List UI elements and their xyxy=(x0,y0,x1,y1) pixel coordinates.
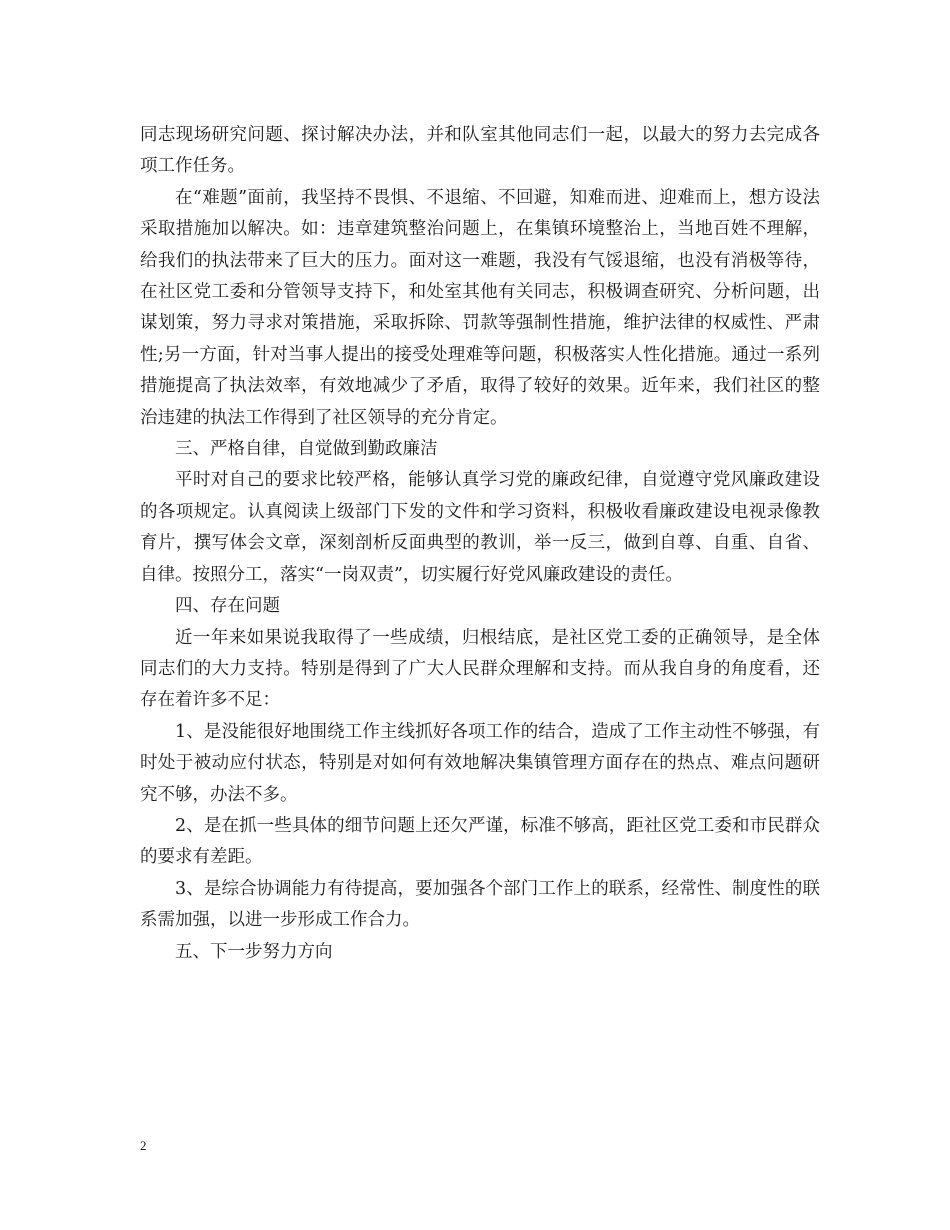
document-body xyxy=(140,120,820,968)
paragraph-integrity: 平时对自己的要求比较严格，能够认真学习党的廉政纪律，自觉遵守党风廉政建设的各项规定。认真阅读上级部门下发的文件和学习资料，积极收看廉政建设电视录像教育片，撰写体会文章，深刻剖析反面典型的教训，举一反三，做到自尊、自重、自省、自律。按照分工，落实“一岗双责”，切实履行好党风廉政建设的责任。 xyxy=(140,470,820,585)
paragraph-problems-intro: 近一年来如果说我取得了一些成绩，归根结底，是社区党工委的正确领导，是全体同志们的大力支持。特别是得到了广大人民群众理解和支持。而从我自身的角度看，还存在着许多不足： xyxy=(140,627,820,711)
paragraph-continuation: 同志现场研究问题、探讨解决办法，并和队室其他同志们一起，以最大的努力去完成各项工作任务。 xyxy=(140,125,820,177)
paragraph-problem-1: 1、是没能很好地围绕工作主线抓好各项工作的结合，造成了工作主动性不够强，有时处于被动应付状态，特别是对如何有效地解决集镇管理方面存在的热点、难点问题研究不够，办法不多。 xyxy=(140,721,820,805)
paragraph-problem-2: 2、是在抓一些具体的细节问题上还欠严谨，标准不够高，距社区党工委和市民群众的要求有差距。 xyxy=(140,815,820,868)
section-heading-next-steps: 五、下一步努力方向 xyxy=(175,941,333,962)
paragraph-difficulties: 在“难题”面前，我坚持不畏惧、不退缩、不回避，知难而进、迎难而上，想方设法采取措施加以解决。如：违章建筑整治问题上，在集镇环境整治上，当地百姓不理解，给我们的执法带来了巨大的压力。面对这一难题，我没有气馁退缩，也没有消极等待，在社区党工委和分管领导支持下，和处室其他有关同志，积极调查研究、分析问题，出谋划策，努力寻求对策措施，采取拆除、罚款等强制性措施，维护法律的权威性、严肃性;另一方面，针对当事人提出的接受处理难等问题，积极落实人性化措施。通过一系列措施提高了执法效率，有效地减少了矛盾，取得了较好的效果。近年来，我们社区的整治违建的执法工作得到了社区领导的充分肯定。 xyxy=(140,187,820,428)
section-heading-problems: 四、存在问题 xyxy=(175,596,280,617)
section-heading-self-discipline: 三、严格自律，自觉做到勤政廉洁 xyxy=(175,439,438,460)
paragraph-problem-3: 3、是综合协调能力有待提高，要加强各个部门工作上的联系，经常性、制度性的联系需加强，以进一步形成工作合力。 xyxy=(140,878,820,931)
page-number: 2 xyxy=(140,1138,147,1153)
